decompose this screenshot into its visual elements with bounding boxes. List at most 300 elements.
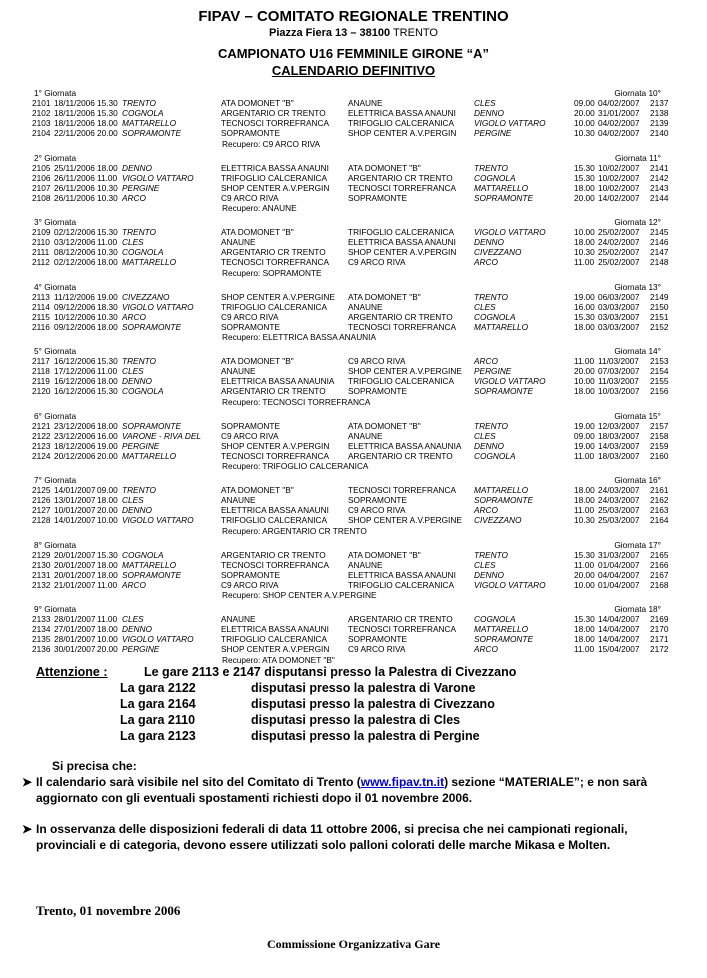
game-rdate: 24/02/2007: [598, 237, 640, 248]
game-venue: VIGOLO VATTARO: [474, 227, 546, 238]
game-date: 17/12/2006: [54, 366, 96, 377]
game-venue: VIGOLO VATTARO: [474, 376, 546, 387]
game-num: 2105: [32, 162, 51, 173]
game-away: TECNOSCI TORREFRANCA: [348, 182, 457, 193]
game-row: [0, 421, 707, 431]
game-rdate: 25/02/2007: [598, 227, 640, 238]
game-rtime: 10.00: [574, 376, 595, 387]
game-date: 26/11/2006: [54, 172, 95, 183]
game-num: 2127: [32, 505, 51, 516]
game-time: 20.00: [97, 644, 118, 655]
game-time: 10.00: [97, 634, 118, 645]
game-venue: MATTARELLO: [474, 182, 529, 193]
game-away: TRIFOGLIO CALCERANICA: [348, 118, 455, 129]
game-city: VIGOLO VATTARO: [122, 515, 194, 526]
game-rdate: 03/03/2007: [598, 301, 640, 312]
game-venue: DENNO: [474, 108, 504, 119]
game-city: CLES: [122, 366, 144, 377]
game-rdate: 14/04/2007: [598, 634, 640, 645]
game-rnum: 2147: [650, 247, 669, 258]
game-num: 2134: [32, 624, 51, 635]
recovery-text: Recupero: C9 ARCO RIVA: [222, 138, 321, 149]
game-rtime: 10.00: [574, 227, 595, 238]
game-away: SOPRAMONTE: [348, 634, 408, 645]
game-time: 11.00: [97, 579, 118, 590]
round-label: 1° Giornata: [34, 88, 77, 98]
game-date: 03/12/2006: [54, 237, 96, 248]
game-num: 2132: [32, 579, 51, 590]
game-home: ATA DOMONET "B": [221, 98, 294, 109]
game-rnum: 2139: [650, 118, 669, 129]
game-time: 15.30: [97, 386, 118, 397]
game-away: ELETTRICA BASSA ANAUNI: [348, 108, 456, 119]
game-row: [0, 118, 707, 128]
game-away: TECNOSCI TORREFRANCA: [348, 321, 457, 332]
note-website-text-a: Il calendario sarà visibile nel sito del Comitato di Trento (: [36, 775, 361, 789]
game-time: 18.30: [97, 301, 118, 312]
game-rtime: 10.30: [574, 128, 595, 139]
game-num: 2116: [32, 321, 50, 332]
game-num: 2103: [32, 118, 51, 129]
game-rnum: 2137: [650, 98, 669, 109]
game-row: [0, 128, 707, 138]
game-city: ARCO: [122, 579, 146, 590]
return-round-label: Giornata 12°: [614, 217, 661, 227]
game-time: 10.30: [97, 192, 118, 203]
game-time: 18.00: [97, 624, 118, 635]
game-date: 23/12/2006: [54, 420, 96, 431]
game-time: 15.30: [97, 98, 118, 109]
recovery-row: [0, 526, 707, 536]
game-rnum: 2144: [650, 192, 669, 203]
return-round-label: Giornata 17°: [614, 539, 661, 550]
game-date: 11/12/2006: [54, 291, 95, 302]
round-block: [0, 604, 707, 669]
game-date: 20/01/2007: [54, 559, 96, 570]
attention-row-label: La gara 2110: [120, 713, 196, 727]
game-home: ANAUNE: [221, 495, 256, 506]
game-away: ANAUNE: [348, 98, 383, 109]
game-rnum: 2146: [650, 237, 669, 248]
round-header: [0, 475, 707, 485]
game-city: COGNOLA: [122, 108, 164, 119]
game-row: [0, 322, 707, 332]
game-row: [0, 441, 707, 451]
game-away: ELETTRICA BASSA ANAUNI: [348, 237, 456, 248]
game-date: 10/12/2006: [54, 311, 96, 322]
game-rtime: 18.00: [574, 321, 595, 332]
game-row: [0, 237, 707, 247]
game-home: SHOP CENTER A.V.PERGIN: [221, 182, 330, 193]
game-rdate: 10/03/2007: [598, 386, 640, 397]
game-away: TRIFOGLIO CALCERANICA: [348, 376, 455, 387]
game-city: VIGOLO VATTARO: [122, 301, 194, 312]
game-row: [0, 163, 707, 173]
recovery-text: Recupero: TRIFOGLIO CALCERANICA: [222, 461, 369, 471]
game-away: ATA DOMONET "B": [348, 162, 421, 173]
game-date: 28/01/2007: [54, 634, 96, 645]
game-rtime: 18.00: [574, 485, 595, 496]
round-block: [0, 475, 707, 540]
game-home: TECNOSCI TORREFRANCA: [221, 118, 330, 129]
game-away: C9 ARCO RIVA: [348, 505, 406, 516]
game-city: DENNO: [122, 505, 152, 516]
game-venue: MATTARELLO: [474, 321, 529, 332]
game-home: ANAUNE: [221, 614, 256, 625]
game-row: [0, 431, 707, 441]
round-block: [0, 88, 707, 153]
game-venue: CLES: [474, 98, 496, 109]
recovery-row: [0, 590, 707, 600]
game-row: [0, 227, 707, 237]
game-rnum: 2168: [650, 579, 669, 590]
game-time: 20.00: [97, 450, 118, 461]
game-rnum: 2166: [650, 559, 669, 570]
game-rtime: 20.00: [574, 569, 595, 580]
game-time: 18.00: [97, 162, 118, 173]
game-row: [0, 193, 707, 203]
game-date: 14/01/2007: [54, 515, 96, 526]
game-row: [0, 356, 707, 366]
game-city: PERGINE: [122, 440, 160, 451]
game-rnum: 2143: [650, 182, 669, 193]
round-label: 4° Giornata: [34, 281, 77, 292]
game-num: 2101: [32, 98, 51, 109]
game-row: [0, 366, 707, 376]
game-rdate: 31/01/2007: [598, 108, 640, 119]
game-venue: PERGINE: [474, 128, 512, 139]
game-date: 27/01/2007: [54, 624, 96, 635]
game-venue: TRENTO: [474, 549, 508, 560]
game-time: 10.30: [97, 182, 118, 193]
game-rdate: 18/03/2007: [598, 430, 640, 441]
attention-first-text: Le gare 2113 e 2147 disputansi presso la Palestra di Civezzano: [144, 665, 517, 679]
game-city: SOPRAMONTE: [122, 420, 182, 431]
game-row: [0, 570, 707, 580]
game-num: 2112: [32, 257, 50, 268]
game-rdate: 15/04/2007: [598, 644, 640, 655]
game-rtime: 10.00: [574, 579, 595, 590]
recovery-text: Recupero: ELETTRICA BASSA ANAUNIA: [222, 332, 377, 342]
notes-intro: Si precisa che:: [52, 759, 137, 773]
game-rtime: 20.00: [574, 366, 595, 377]
game-rnum: 2148: [650, 257, 669, 268]
game-num: 2111: [32, 247, 50, 258]
game-away: TRIFOGLIO CALCERANICA: [348, 579, 455, 590]
round-header: [0, 411, 707, 421]
game-away: ATA DOMONET "B": [348, 420, 421, 431]
game-time: 18.00: [97, 118, 118, 129]
header-title: FIPAV – COMITATO REGIONALE TRENTINO: [198, 8, 509, 25]
game-home: SOPRAMONTE: [221, 569, 281, 580]
game-rtime: 18.00: [574, 624, 595, 635]
note-website-text-b: ) sezione “MATERIALE”; e non sarà aggiornato con gli eventuali spostamenti richiesti dopo il 01 novembre 2006.: [36, 775, 648, 805]
recovery-text: Recupero: SOPRAMONTE: [222, 267, 322, 278]
game-time: 10.00: [97, 515, 118, 526]
return-round-label: Giornata 15°: [614, 410, 661, 421]
round-label: 3° Giornata: [34, 217, 77, 227]
game-venue: DENNO: [474, 569, 504, 580]
game-row: [0, 292, 707, 302]
game-rtime: 11.00: [574, 356, 595, 367]
game-row: [0, 183, 707, 193]
game-num: 2110: [32, 237, 50, 248]
round-block: [0, 411, 707, 476]
game-time: 18.00: [97, 569, 118, 580]
game-rnum: 2171: [650, 634, 669, 645]
game-city: DENNO: [122, 162, 152, 173]
game-rdate: 10/02/2007: [598, 162, 640, 173]
game-rdate: 25/02/2007: [598, 257, 640, 268]
game-num: 2136: [32, 644, 51, 655]
game-rdate: 06/03/2007: [598, 291, 640, 302]
game-date: 20/01/2007: [54, 549, 96, 560]
round-header: [0, 346, 707, 356]
game-row: [0, 614, 707, 624]
attention-block: [36, 665, 676, 745]
game-row: [0, 624, 707, 634]
recovery-text: Recupero: ATA DOMONET "B": [222, 654, 335, 665]
attention-first-row: [36, 665, 676, 681]
game-venue: ARCO: [474, 505, 498, 516]
game-venue: COGNOLA: [474, 311, 516, 322]
recovery-text: Recupero: TECNOSCI TORREFRANCA: [222, 396, 371, 407]
game-home: ATA DOMONET "B": [221, 227, 294, 238]
game-time: 11.00: [97, 172, 118, 183]
game-date: 20/01/2007: [54, 569, 96, 580]
game-time: 10.30: [97, 311, 118, 322]
note-website-text: [36, 775, 676, 806]
game-rdate: 18/03/2007: [598, 450, 640, 461]
game-row: [0, 515, 707, 525]
game-away: ELETTRICA BASSA ANAUNIA: [348, 440, 462, 451]
game-date: 26/11/2006: [54, 182, 95, 193]
game-time: 20.00: [97, 128, 118, 139]
round-header: [0, 282, 707, 292]
game-num: 2107: [32, 182, 51, 193]
return-round-label: Giornata 13°: [614, 281, 661, 292]
game-time: 09.00: [97, 485, 118, 496]
game-num: 2122: [32, 430, 51, 441]
game-away: ARGENTARIO CR TRENTO: [348, 450, 453, 461]
game-city: VIGOLO VATTARO: [122, 634, 194, 645]
game-venue: CLES: [474, 301, 496, 312]
game-home: TRIFOGLIO CALCERANICA: [221, 172, 328, 183]
game-num: 2119: [32, 376, 50, 387]
address-city: TRENTO: [390, 27, 438, 39]
game-away: SHOP CENTER A.V.PERGIN: [348, 247, 457, 258]
game-rtime: 11.00: [574, 644, 595, 655]
game-time: 10.30: [97, 247, 118, 258]
game-time: 18.00: [97, 559, 118, 570]
game-rtime: 10.30: [574, 515, 595, 526]
game-row: [0, 376, 707, 386]
attention-title: Attenzione :: [36, 665, 108, 679]
game-num: 2113: [32, 291, 50, 302]
game-home: ANAUNE: [221, 366, 256, 377]
game-num: 2115: [32, 311, 50, 322]
return-round-label: Giornata 11°: [614, 152, 661, 163]
game-city: CIVEZZANO: [122, 291, 170, 302]
game-city: VARONE - RIVA DEL: [122, 430, 201, 441]
game-date: 20/12/2006: [54, 450, 96, 461]
attention-row: [36, 697, 676, 713]
game-rnum: 2152: [650, 321, 669, 332]
attention-row-label: La gara 2164: [120, 697, 196, 711]
round-label: 5° Giornata: [34, 346, 77, 356]
game-away: ARGENTARIO CR TRENTO: [348, 172, 453, 183]
game-date: 25/11/2006: [54, 162, 95, 173]
game-away: ATA DOMONET "B": [348, 291, 421, 302]
game-rnum: 2154: [650, 366, 669, 377]
game-rdate: 04/02/2007: [598, 98, 640, 109]
round-header: [0, 540, 707, 550]
game-city: DENNO: [122, 376, 152, 387]
game-date: 16/12/2006: [54, 356, 96, 367]
game-rtime: 19.00: [574, 291, 595, 302]
round-block: [0, 346, 707, 411]
game-time: 18.00: [97, 495, 118, 506]
game-row: [0, 550, 707, 560]
game-city: CLES: [122, 237, 144, 248]
game-venue: DENNO: [474, 237, 504, 248]
game-away: ANAUNE: [348, 559, 383, 570]
game-date: 09/12/2006: [54, 301, 96, 312]
game-rnum: 2145: [650, 227, 669, 238]
game-city: ARCO: [122, 311, 146, 322]
game-time: 15.30: [97, 108, 118, 119]
game-away: SHOP CENTER A.V.PERGINE: [348, 515, 462, 526]
game-rnum: 2142: [650, 172, 669, 183]
game-rnum: 2163: [650, 505, 669, 516]
game-num: 2131: [32, 569, 51, 580]
game-rtime: 11.00: [574, 450, 595, 461]
game-rtime: 11.00: [574, 559, 595, 570]
game-time: 11.00: [97, 366, 118, 377]
game-rnum: 2167: [650, 569, 669, 580]
game-rtime: 15.30: [574, 311, 595, 322]
round-header: [0, 604, 707, 614]
game-away: C9 ARCO RIVA: [348, 644, 406, 655]
game-date: 13/01/2007: [54, 495, 96, 506]
game-num: 2117: [32, 356, 50, 367]
game-rtime: 15.30: [574, 549, 595, 560]
game-time: 18.00: [97, 321, 118, 332]
game-away: C9 ARCO RIVA: [348, 257, 406, 268]
game-venue: COGNOLA: [474, 450, 516, 461]
attention-row: [36, 713, 676, 729]
game-num: 2129: [32, 549, 51, 560]
game-city: VIGOLO VATTARO: [122, 172, 194, 183]
game-row: [0, 451, 707, 461]
game-date: 30/01/2007: [54, 644, 96, 655]
game-rdate: 01/04/2007: [598, 559, 640, 570]
game-home: SOPRAMONTE: [221, 420, 281, 431]
game-city: COGNOLA: [122, 386, 164, 397]
game-home: TECNOSCI TORREFRANCA: [221, 257, 330, 268]
game-rnum: 2156: [650, 386, 669, 397]
game-home: SOPRAMONTE: [221, 321, 281, 332]
game-row: [0, 644, 707, 654]
game-row: [0, 386, 707, 396]
commission-signature: Commissione Organizzativa Gare: [266, 937, 441, 951]
game-num: 2109: [32, 227, 51, 238]
game-venue: SOPRAMONTE: [474, 386, 534, 397]
game-time: 20.00: [97, 505, 118, 516]
game-away: SOPRAMONTE: [348, 495, 408, 506]
game-rdate: 14/04/2007: [598, 614, 640, 625]
game-venue: SOPRAMONTE: [474, 192, 534, 203]
game-date: 02/12/2006: [54, 227, 96, 238]
game-rdate: 14/02/2007: [598, 192, 640, 203]
game-rdate: 14/04/2007: [598, 624, 640, 635]
game-venue: COGNOLA: [474, 172, 516, 183]
attention-row: [36, 729, 676, 745]
game-city: MATTARELLO: [122, 450, 177, 461]
game-rdate: 04/02/2007: [598, 118, 640, 129]
game-num: 2121: [32, 420, 51, 431]
game-rtime: 18.00: [574, 237, 595, 248]
game-date: 09/12/2006: [54, 321, 96, 332]
game-home: ARGENTARIO CR TRENTO: [221, 247, 326, 258]
game-home: SHOP CENTER A.V.PERGIN: [221, 440, 330, 451]
game-city: SOPRAMONTE: [122, 321, 182, 332]
game-rnum: 2170: [650, 624, 669, 635]
recovery-row: [0, 139, 707, 149]
game-rtime: 09.00: [574, 98, 595, 109]
game-date: 18/11/2006: [54, 108, 95, 119]
game-num: 2118: [32, 366, 50, 377]
game-rnum: 2138: [650, 108, 669, 119]
game-time: 19.00: [97, 440, 118, 451]
game-rnum: 2155: [650, 376, 669, 387]
game-away: SOPRAMONTE: [348, 386, 408, 397]
return-round-label: Giornata 14°: [614, 346, 661, 356]
game-home: ARGENTARIO CR TRENTO: [221, 549, 326, 560]
game-home: ELETTRICA BASSA ANAUNI: [221, 624, 329, 635]
game-rtime: 20.00: [574, 192, 595, 203]
game-away: TECNOSCI TORREFRANCA: [348, 624, 457, 635]
game-rdate: 04/02/2007: [598, 128, 640, 139]
game-venue: TRENTO: [474, 420, 508, 431]
game-rdate: 24/03/2007: [598, 485, 640, 496]
calendar-title: CALENDARIO DEFINITIVO: [271, 63, 436, 78]
game-rtime: 11.00: [574, 257, 595, 268]
website-link[interactable]: www.fipav.tn.it: [360, 775, 445, 789]
game-away: SOPRAMONTE: [348, 192, 408, 203]
game-away: ARGENTARIO CR TRENTO: [348, 311, 453, 322]
game-rdate: 04/04/2007: [598, 569, 640, 580]
game-rdate: 25/02/2007: [598, 247, 640, 258]
game-date: 26/11/2006: [54, 192, 95, 203]
game-date: 18/11/2006: [54, 118, 95, 129]
game-row: [0, 495, 707, 505]
attention-row-text: disputasi presso la palestra di Cles: [251, 713, 461, 727]
return-round-label: Giornata 16°: [614, 475, 661, 485]
game-home: C9 ARCO RIVA: [221, 579, 279, 590]
round-header: [0, 88, 707, 98]
game-venue: ARCO: [474, 257, 498, 268]
recovery-row: [0, 268, 707, 278]
game-away: TRIFOGLIO CALCERANICA: [348, 227, 455, 238]
game-venue: SOPRAMONTE: [474, 634, 534, 645]
game-num: 2106: [32, 172, 51, 183]
game-rdate: 11/03/2007: [598, 376, 639, 387]
game-home: TRIFOGLIO CALCERANICA: [221, 634, 328, 645]
round-label: 7° Giornata: [34, 475, 77, 485]
game-row: [0, 634, 707, 644]
game-venue: COGNOLA: [474, 614, 516, 625]
